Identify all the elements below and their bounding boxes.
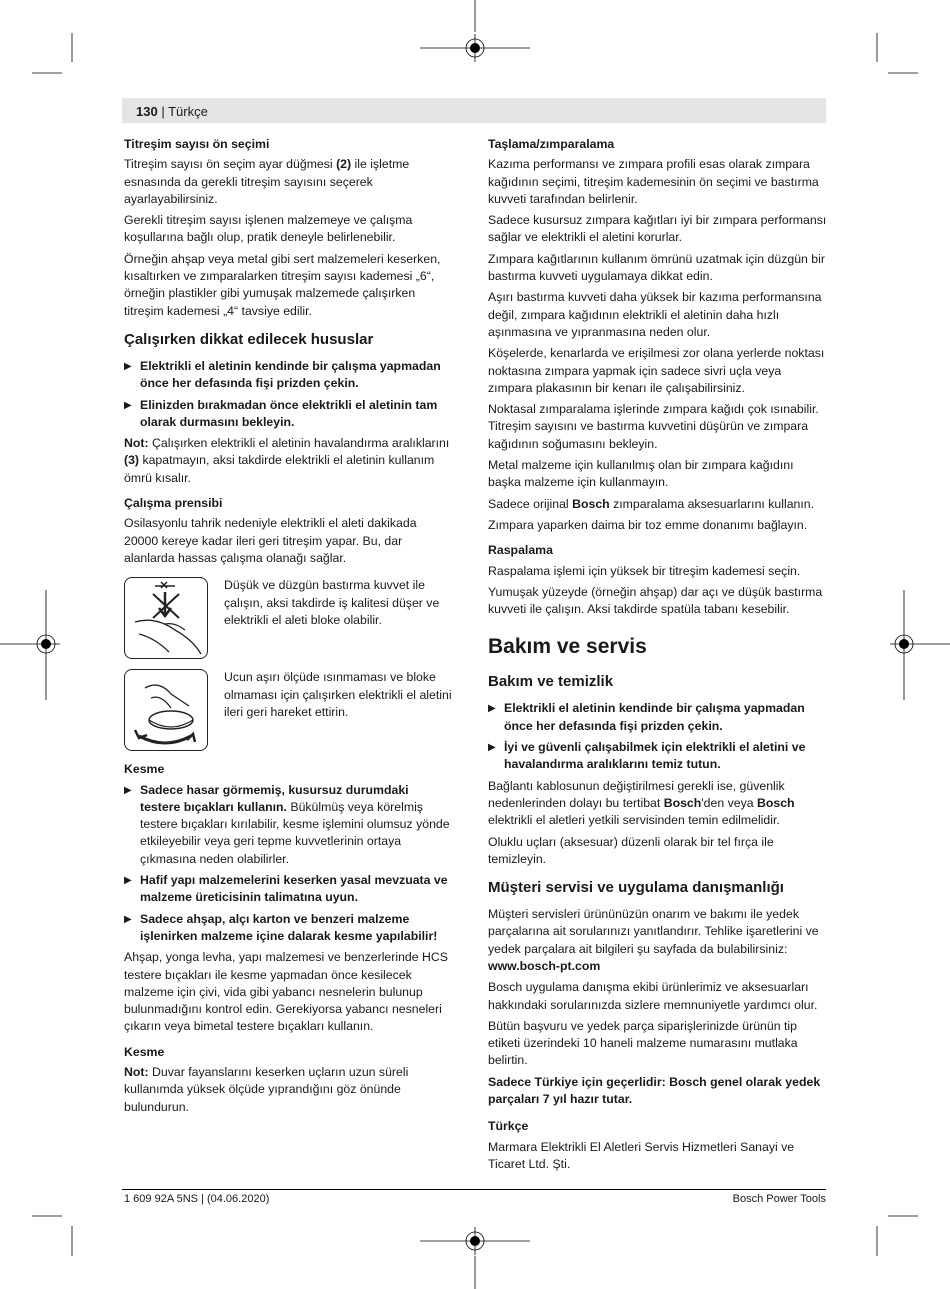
paragraph: Sadece Türkiye için geçerlidir: Bosch genel olarak yedek parçaları 7 yıl hazır tutar. bbox=[488, 1074, 821, 1107]
section-title: Kesme bbox=[124, 762, 165, 777]
paragraph: Köşelerde, kenarlarda ve erişilmesi zor olana yerlerde noktası noktasına zımpara yapmak için sadece sivri uçla veya zımpara plakasının bir kenarı ile çalışabilirsiniz. bbox=[488, 346, 825, 395]
paragraph: Müşteri servisleri ürününüzün onarım ve bakımı ile yedek parçalarına ait sorularınızı yanıtlandırır. Tehlike işaretlerini ve yedek parçalara ait bilgileri şu sayfada da bulabilirsiniz: bbox=[488, 907, 819, 956]
paragraph: Zımpara kağıtlarının kullanım ömrünü uzatmak için düzgün bir bastırma kuvveti uygulamaya dikkat edin. bbox=[488, 251, 825, 284]
section-title: Titreşim sayısı ön seçimi bbox=[124, 137, 270, 151]
chapter-heading: Bakım ve servis bbox=[488, 635, 647, 659]
paragraph: Oluklu uçları (aksesuar) düzenli olarak bir tel fırça ile temizleyin. bbox=[488, 834, 774, 866]
motion-illustration-icon bbox=[124, 669, 208, 751]
paragraph: Bosch uygulama danışma ekibi ürünlerimiz ve aksesuarları hakkındaki sorularınızda sizlere memnuniyetle yardımcı olur. bbox=[488, 980, 818, 1012]
page-number: 130 bbox=[136, 104, 158, 119]
figure-caption: Ucun aşırı ölçüde ısınmaması ve bloke olmaması için çalışırken elektrikli el aletini ileri geri hareket ettirin. bbox=[224, 670, 452, 719]
note: Not: Çalışırken elektrikli el aletinin havalandırma aralıklarını (3) kapatmayın, aksi takdirde elektrikli el aletinin kullanım ömrü kısalır. bbox=[124, 436, 450, 485]
right-column bbox=[488, 136, 828, 1177]
header-bar bbox=[122, 98, 826, 123]
warning-arrow-icon: ▶ bbox=[124, 875, 132, 887]
paragraph: Zımpara yaparken daima bir toz emme donanımı bağlayın. bbox=[488, 517, 808, 532]
pressure-illustration-icon bbox=[124, 577, 208, 659]
footer-doc-id: 1 609 92A 5NS | (04.06.2020) bbox=[124, 1193, 270, 1205]
warning-arrow-icon: ▶ bbox=[124, 913, 132, 925]
section-title: Kesme bbox=[124, 1044, 165, 1059]
website-link[interactable]: www.bosch-pt.com bbox=[488, 958, 601, 973]
warning-item: ▶ Elektrikli el aletinin kendinde bir çalışma yapmadan önce her defasında fişi prizden çekin. bbox=[488, 701, 805, 733]
warning-item: ▶ Sadece hasar görmemiş, kusursuz durumdaki testere bıçakları kullanın. Bükülmüş veya körelmiş testere bıçakları kırılabilir, kesme işlemini olumsuz yönde etkileyebilir veya geri tepme kuvvetlerinin ortaya çıkmasına neden olabilirler. bbox=[124, 782, 450, 866]
warning-arrow-icon: ▶ bbox=[488, 703, 496, 715]
section-title: Raspalama bbox=[488, 543, 553, 558]
warning-item: ▶ Sadece ahşap, alçı karton ve benzeri malzeme işlenirken malzeme içine dalarak kesme yapılabilir! bbox=[124, 911, 438, 943]
figure-row bbox=[124, 577, 452, 659]
page-header bbox=[136, 104, 208, 119]
paragraph: Osilasyonlu tahrik nedeniyle elektrikli el aleti dakikada 20000 kereye kadar ileri geri titreşim yapar. Bu, dar alanlarda hassas çalışma olanağı sağlar. bbox=[124, 516, 417, 565]
paragraph: Noktasal zımparalama işlerinde zımpara kağıdı çok ısınabilir. Titreşim sayısını ve bastırma kuvvetini düşürün ve zımpara kağıdının soğumasını bekleyin. bbox=[488, 402, 819, 451]
note: Not: Duvar fayanslarını keserken uçların uzun süreli kullanımda yüksek ölçüde yıprandığını göz önünde bulundurun. bbox=[124, 1064, 409, 1114]
section-heading: Çalışırken dikkat edilecek hususlar bbox=[124, 330, 374, 348]
header-separator: | bbox=[161, 104, 165, 119]
left-column bbox=[124, 136, 452, 1120]
section-title: Türkçe bbox=[488, 1119, 529, 1134]
section-title: Taşlama/zımparalama bbox=[488, 137, 615, 151]
paragraph: Raspalama işlemi için yüksek bir titreşim kademesi seçin. bbox=[488, 563, 801, 578]
warning-arrow-icon: ▶ bbox=[124, 784, 132, 796]
warning-arrow-icon: ▶ bbox=[124, 360, 132, 372]
paragraph: Gerekli titreşim sayısı işlenen malzemeye ve çalışma koşullarına bağlı olup, pratik deneyle belirlenebilir. bbox=[124, 213, 413, 245]
paragraph: Kazıma performansı ve zımpara profili esas olarak zımpara kağıdının seçimi, titreşim kademesinin ön seçimi ve bastırma kuvveti tarafından belirlenir. bbox=[488, 157, 819, 206]
paragraph: Metal malzeme için kullanılmış olan bir zımpara kağıdını başka malzeme için kullanmayın. bbox=[488, 458, 794, 490]
warning-arrow-icon: ▶ bbox=[488, 742, 496, 754]
warning-arrow-icon: ▶ bbox=[124, 399, 132, 411]
section-heading: Bakım ve temizlik bbox=[488, 673, 614, 691]
paragraph: Ahşap, yonga levha, yapı malzemesi ve benzerlerinde HCS testere bıçakları ile kesme yapmadan önce kesilecek malzeme için çivi, vida gibi yabancı nesnelerin bulunup bulunmadığını kontrol edin. Gerekiyorsa yabancı nesneleri çıkarın veya bimetal testere bıçakları kullanın. bbox=[124, 950, 448, 1034]
warning-item: ▶ İyi ve güvenli çalışabilmek için elektrikli el aletini ve havalandırma aralıklarını temiz tutun. bbox=[488, 740, 806, 772]
footer-rule bbox=[122, 1189, 826, 1190]
warning-item: ▶ Hafif yapı malzemelerini keserken yasal mevzuata ve malzeme üreticisinin talimatına uyun. bbox=[124, 873, 448, 905]
header-language: Türkçe bbox=[168, 104, 208, 119]
figure-caption: Düşük ve düzgün bastırma kuvvet ile çalışın, aksi takdirde iş kalitesi düşer ve elektrikli el aleti bloke olabilir. bbox=[224, 578, 440, 627]
figure-row bbox=[124, 669, 452, 751]
section-title: Çalışma prensibi bbox=[124, 496, 223, 511]
warning-item: ▶ Elinizden bırakmadan önce elektrikli el aletinin tam olarak durmasını bekleyin. bbox=[124, 397, 438, 429]
footer-brand: Bosch Power Tools bbox=[732, 1193, 826, 1205]
paragraph: Sadece orijinal Bosch zımparalama aksesuarlarını kullanın. bbox=[488, 496, 815, 511]
paragraph: Sadece kusursuz zımpara kağıtları iyi bir zımpara performansı sağlar ve elektrikli el aletini korurlar. bbox=[488, 213, 827, 245]
section-heading: Müşteri servisi ve uygulama danışmanlığı bbox=[488, 879, 784, 897]
paragraph: Bütün başvuru ve yedek parça siparişlerinizde ürünün tip etiketi üzerindeki 10 haneli malzeme numarasını mutlaka belirtin. bbox=[488, 1018, 798, 1068]
paragraph: Örneğin ahşap veya metal gibi sert malzemeleri keserken, kısaltırken ve zımparalarken titreşim sayısı kademesi „6“, örneğin plastikler gibi yumuşak malzemede çalışırken titreşim kademesi „4“ tavsiye edilir. bbox=[124, 251, 441, 318]
paragraph: Bağlantı kablosunun değiştirilmesi gerekli ise, güvenlik nedenlerinden dolayı bu tertibat Bosch'den veya Bosch elektrikli el aletleri yetkili servisinden temin edilmelidir. bbox=[488, 778, 795, 828]
warning-item: ▶ Elektrikli el aletinin kendinde bir çalışma yapmadan önce her defasında fişi prizden çekin. bbox=[124, 358, 441, 391]
paragraph: Aşırı bastırma kuvveti daha yüksek bir kazıma performansına değil, zımpara kağıdının elektrikli el aletinin daha hızlı aşınmasına ve yıpranmasına neden olur. bbox=[488, 290, 822, 339]
paragraph: Yumuşak yüzeyde (örneğin ahşap) dar açı ve düşük bastırma kuvveti ile çalışın. Aksi takdirde spatüla tabanı kesebilir. bbox=[488, 584, 823, 617]
paragraph: Marmara Elektrikli El Aletleri Servis Hizmetleri Sanayi ve Ticaret Ltd. Şti. bbox=[488, 1139, 795, 1171]
paragraph: Titreşim sayısı ön seçim ayar düğmesi (2) ile işletme esnasında da gerekli titreşim sayısını seçerek ayarlayabilirsiniz. bbox=[124, 157, 410, 206]
